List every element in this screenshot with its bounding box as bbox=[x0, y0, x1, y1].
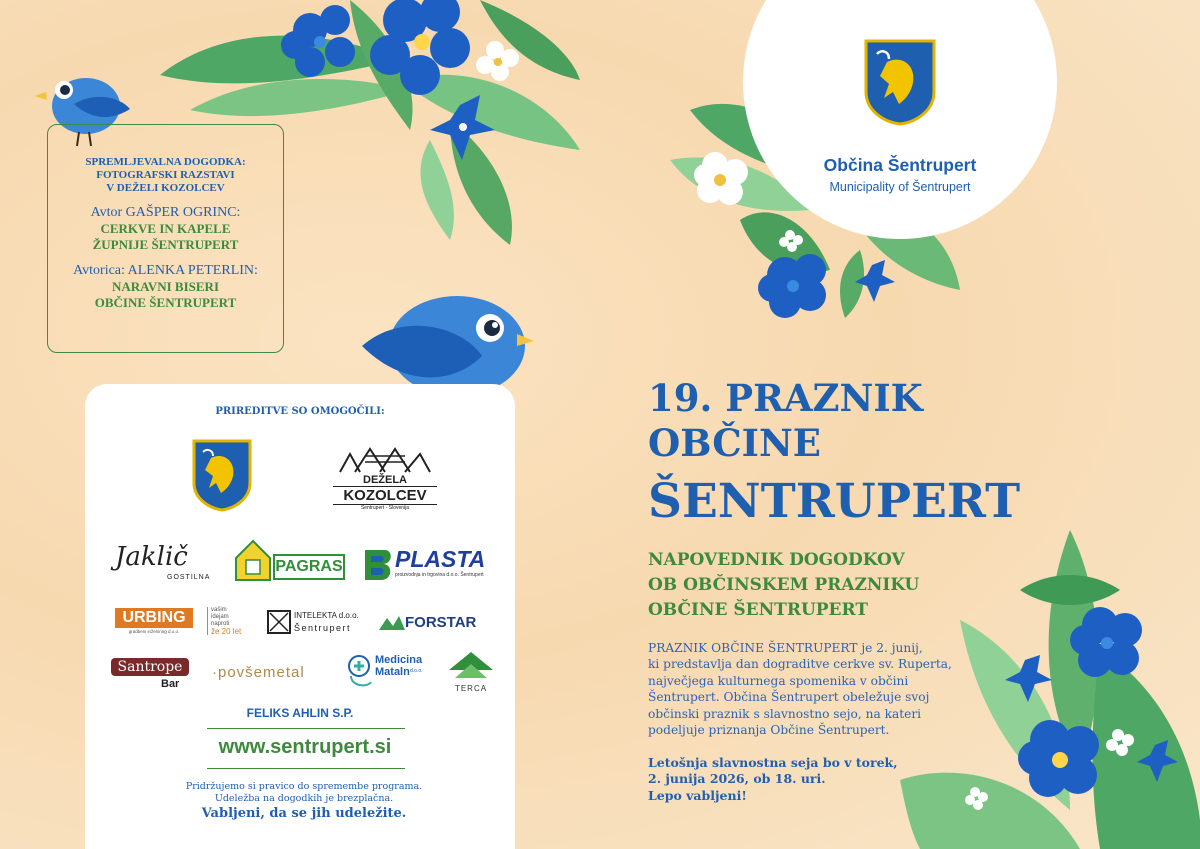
para-line5: občinski praznik s slavnostno sejo, na kateri bbox=[648, 706, 922, 721]
para-line4: Šentrupert. Občina Šentrupert obeležuje svoj bbox=[648, 690, 930, 705]
povsemetal-logo: ·povšemetal bbox=[212, 664, 305, 681]
plasta-emblem bbox=[363, 548, 393, 582]
urbing-sub: gradbeni inženiring d.o.o. bbox=[128, 629, 180, 634]
sponsors-heading: PRIREDITVE SO OMOGOČILI: bbox=[215, 406, 385, 417]
forstar-logo: FORSTAR bbox=[405, 614, 477, 631]
disclaimer-line2: Udeležba na dogodkih je brezplačna. bbox=[214, 793, 394, 804]
kozolec-line1: DEŽELA bbox=[363, 474, 407, 486]
intelekta-icon bbox=[267, 610, 291, 634]
exhibit-title1-line2: ŽUPNIJE ŠENTRUPERT bbox=[92, 237, 239, 252]
side-heading-line3: V DEŽELI KOZOLCEV bbox=[106, 182, 225, 194]
invite-text: Vabljeni, da se jih udeležite. bbox=[201, 806, 407, 821]
municipality-coat-of-arms bbox=[863, 38, 937, 126]
jaklic-sub: GOSTILNA bbox=[167, 574, 211, 581]
urbing-side-line3: naproti bbox=[211, 621, 230, 627]
kozolec-sub: Šentrupert - Slovenija bbox=[360, 505, 410, 511]
jaklic-logo: Jaklič bbox=[115, 542, 188, 572]
medicina-line2: Mataln bbox=[375, 666, 410, 678]
urbing-logo: URBING bbox=[115, 608, 193, 628]
side-heading-line1: SPREMLJEVALNA DOGODKA: bbox=[85, 156, 246, 168]
exhibit-title2-line2: OBČINE ŠENTRUPERT bbox=[94, 295, 237, 310]
session-note bbox=[648, 755, 948, 804]
author-ogrinc: Avtor GAŠPER OGRINC: bbox=[90, 205, 241, 220]
terca-logo: TERCA bbox=[454, 684, 488, 693]
intelekta-logo: INTELEKTA d.o.o. bbox=[294, 611, 359, 620]
subtitle-line2: OB OBČINSKEM PRAZNIKU bbox=[648, 575, 920, 595]
medicina-sub: d.o.o. bbox=[410, 668, 423, 674]
intelekta-sub: Šentrupert bbox=[294, 623, 352, 633]
note-line1: Letošnja slavnostna seja bo v torek, bbox=[648, 755, 898, 770]
exhibit-title2-line1: NARAVNI BISERI bbox=[111, 279, 220, 294]
plasta-logo: PLASTA bbox=[395, 546, 486, 572]
terca-icon bbox=[447, 650, 495, 684]
municipality-name-en: Municipality of Šentrupert bbox=[829, 180, 971, 194]
exhibit-title1-line1: CERKVE IN KAPELE bbox=[100, 221, 231, 236]
subtitle-line1: NAPOVEDNIK DOGODKOV bbox=[648, 550, 905, 570]
title-line3: ŠENTRUPERT bbox=[648, 474, 1021, 529]
author-peterlin: Avtorica: ALENKA PETERLIN: bbox=[73, 263, 258, 278]
urbing-side-line1: vašim bbox=[211, 607, 227, 613]
santrope-sub: Bar bbox=[161, 678, 180, 690]
feliks-ahlin: FELIKS AHLIN S.P. bbox=[246, 706, 354, 720]
para-line1: PRAZNIK OBČINE ŠENTRUPERT je 2. junij, bbox=[648, 641, 923, 655]
para-line2: ki predstavlja dan dograditve cerkve sv. Ruperta, bbox=[648, 657, 952, 672]
urbing-side-line2: idejam bbox=[211, 614, 229, 620]
municipality-name: Občina Šentrupert bbox=[823, 155, 977, 175]
plasta-sub: proizvodnja in trgovina d.o.o. Šentrupert bbox=[395, 572, 484, 578]
title-line2: OBČINE bbox=[648, 421, 821, 465]
sponsors-panel bbox=[85, 384, 515, 849]
accompanying-events-box bbox=[47, 124, 284, 353]
para-line6: podeljuje priznanja Občine Šentrupert. bbox=[648, 723, 890, 738]
para-line3: največjega kulturnega spomenika v občini bbox=[648, 673, 909, 688]
disclaimer-line1: Pridržujemo si pravico do spremembe programa. bbox=[185, 781, 423, 792]
subtitle-line3: OBČINE ŠENTRUPERT bbox=[648, 600, 868, 620]
medicina-icon bbox=[347, 654, 375, 690]
note-line2: 2. junija 2026, ob 18. uri. bbox=[648, 771, 826, 787]
side-heading-line2: FOTOGRAFSKI RAZSTAVI bbox=[96, 169, 235, 181]
urbing-side-line4: že 20 let bbox=[211, 627, 242, 636]
kozolec-line2: KOZOLCEV bbox=[333, 486, 437, 505]
santrope-logo: Santrope bbox=[111, 658, 189, 676]
note-line3: Lepo vabljeni! bbox=[648, 787, 747, 803]
pagras-house-icon bbox=[233, 538, 273, 582]
forstar-icon bbox=[377, 614, 407, 632]
title-line1: 19. PRAZNIK bbox=[648, 376, 923, 420]
pagras-logo: PAGRAS bbox=[273, 554, 345, 580]
medicina-line1: Medicina bbox=[375, 654, 423, 666]
website-link[interactable]: www.sentrupert.si bbox=[218, 736, 392, 758]
kozolec-logo-graphic bbox=[335, 444, 435, 474]
description-paragraph bbox=[648, 640, 968, 738]
coat-of-arms-logo bbox=[191, 438, 253, 512]
